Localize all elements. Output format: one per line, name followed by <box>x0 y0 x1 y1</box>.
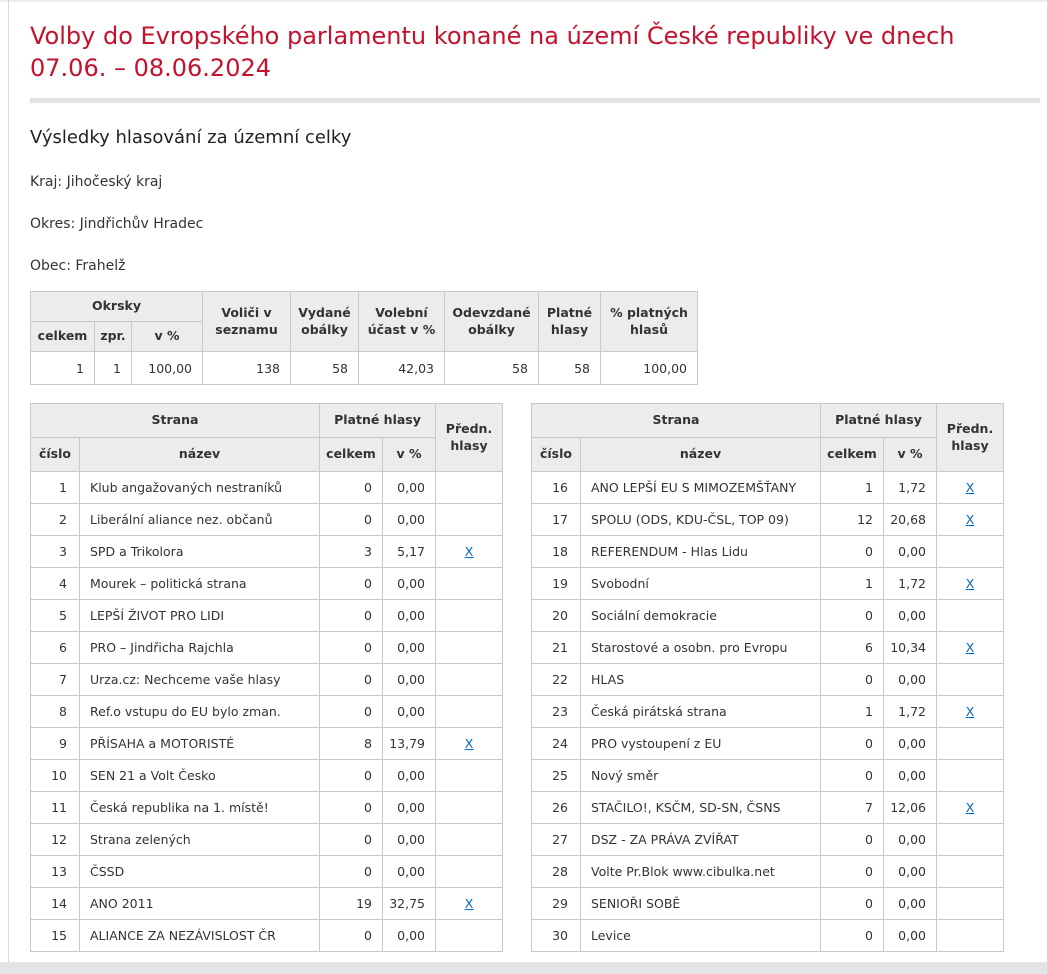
summary-header-odevzdane-obalky: Odevzdané obálky <box>445 292 539 352</box>
party-name-cell: PRO – Jindřicha Rajchla <box>80 632 320 664</box>
party-pct-cell: 0,00 <box>383 568 436 600</box>
party-pct-cell: 10,34 <box>884 632 937 664</box>
party-votes-cell: 0 <box>821 888 884 920</box>
party-row <box>31 824 503 856</box>
party-row <box>31 536 503 568</box>
party-pref-cell <box>436 728 503 760</box>
party-pref-cell <box>937 728 1004 760</box>
party-pct-cell: 0,00 <box>884 856 937 888</box>
region-kraj: Kraj: Jihočeský kraj <box>30 174 163 190</box>
party-number-cell: 4 <box>31 568 80 600</box>
party-name-cell: Ref.o vstupu do EU bylo zman. <box>80 696 320 728</box>
party-header-predn-hlasy: Předn. hlasy <box>436 404 503 472</box>
party-pct-cell: 1,72 <box>884 472 937 504</box>
party-votes-cell: 12 <box>821 504 884 536</box>
party-row <box>532 728 1004 760</box>
summary-okrsky-vpct: 100,00 <box>132 352 203 385</box>
party-name-cell: SENIOŘI SOBĚ <box>581 888 821 920</box>
party-name-cell: REFERENDUM - Hlas Lidu <box>581 536 821 568</box>
party-row <box>532 504 1004 536</box>
pref-votes-link[interactable]: X <box>965 480 975 495</box>
party-name-cell: HLAS <box>581 664 821 696</box>
party-row <box>532 920 1004 952</box>
party-name-cell: ALIANCE ZA NEZÁVISLOST ČR <box>80 920 320 952</box>
summary-odevzdane-obalky: 58 <box>445 352 539 385</box>
party-row <box>532 760 1004 792</box>
region-obec: Obec: Frahelž <box>30 258 126 274</box>
party-number-cell: 5 <box>31 600 80 632</box>
summary-table <box>30 291 698 385</box>
party-name-cell: SPD a Trikolora <box>80 536 320 568</box>
party-votes-cell: 0 <box>821 856 884 888</box>
party-votes-cell: 0 <box>821 536 884 568</box>
party-pref-cell <box>937 824 1004 856</box>
party-row <box>532 600 1004 632</box>
party-tables-container <box>30 403 1047 952</box>
party-row <box>31 920 503 952</box>
party-number-cell: 22 <box>532 664 581 696</box>
party-votes-cell: 7 <box>821 792 884 824</box>
party-row <box>31 632 503 664</box>
party-header-platne-hlasy: Platné hlasy <box>821 404 937 438</box>
page-title: Volby do Evropského parlamentu konané na území České republiky ve dnech 07.06. – 08.06.2024 <box>30 22 955 82</box>
party-pref-cell <box>436 792 503 824</box>
pref-votes-link[interactable]: X <box>965 512 975 527</box>
party-row <box>31 760 503 792</box>
party-pct-cell: 0,00 <box>383 920 436 952</box>
party-pref-cell <box>937 632 1004 664</box>
pref-votes-link[interactable]: X <box>965 800 975 815</box>
party-pct-cell: 0,00 <box>884 888 937 920</box>
party-pref-cell <box>937 760 1004 792</box>
party-votes-cell: 0 <box>320 504 383 536</box>
party-row <box>532 792 1004 824</box>
party-number-cell: 9 <box>31 728 80 760</box>
party-row <box>31 856 503 888</box>
party-header-predn-hlasy: Předn. hlasy <box>937 404 1004 472</box>
party-row <box>31 600 503 632</box>
party-name-cell: Klub angažovaných nestraníků <box>80 472 320 504</box>
party-number-cell: 19 <box>532 568 581 600</box>
party-row <box>532 856 1004 888</box>
party-votes-cell: 0 <box>821 600 884 632</box>
party-name-cell: SEN 21 a Volt Česko <box>80 760 320 792</box>
party-name-cell: Starostové a osobn. pro Evropu <box>581 632 821 664</box>
party-pct-cell: 0,00 <box>383 856 436 888</box>
party-pref-cell <box>937 600 1004 632</box>
party-row <box>31 728 503 760</box>
party-number-cell: 12 <box>31 824 80 856</box>
party-row <box>31 568 503 600</box>
party-header-strana: Strana <box>532 404 821 438</box>
party-pref-cell <box>436 760 503 792</box>
summary-header-volici: Voliči v seznamu <box>203 292 291 352</box>
party-name-cell: ANO LEPŠÍ EU S MIMOZEMŠŤANY <box>581 472 821 504</box>
party-name-cell: Strana zelených <box>80 824 320 856</box>
party-pct-cell: 0,00 <box>884 920 937 952</box>
party-pct-cell: 0,00 <box>884 536 937 568</box>
party-pct-cell: 32,75 <box>383 888 436 920</box>
party-pct-cell: 0,00 <box>884 664 937 696</box>
title-divider <box>30 98 1040 103</box>
party-name-cell: PŘÍSAHA a MOTORISTÉ <box>80 728 320 760</box>
party-pref-cell <box>937 472 1004 504</box>
party-number-cell: 30 <box>532 920 581 952</box>
party-pref-cell <box>937 568 1004 600</box>
party-header-platne-hlasy: Platné hlasy <box>320 404 436 438</box>
party-header-cislo: číslo <box>532 438 581 472</box>
party-number-cell: 23 <box>532 696 581 728</box>
summary-okrsky-celkem: 1 <box>31 352 95 385</box>
party-pct-cell: 0,00 <box>383 696 436 728</box>
party-pref-cell <box>937 888 1004 920</box>
party-row <box>532 568 1004 600</box>
party-votes-cell: 8 <box>320 728 383 760</box>
summary-header-okrsky: Okrsky <box>31 292 203 322</box>
party-number-cell: 10 <box>31 760 80 792</box>
party-pref-cell <box>436 664 503 696</box>
party-row <box>31 472 503 504</box>
summary-header-vydane-obalky: Vydané obálky <box>291 292 359 352</box>
party-pref-cell <box>937 664 1004 696</box>
party-pct-cell: 0,00 <box>383 824 436 856</box>
party-pref-cell <box>436 888 503 920</box>
pref-votes-link[interactable]: X <box>464 544 474 559</box>
page-left-border <box>8 0 9 974</box>
party-pref-cell <box>436 632 503 664</box>
party-name-cell: Liberální aliance nez. občanů <box>80 504 320 536</box>
party-number-cell: 29 <box>532 888 581 920</box>
party-pct-cell: 1,72 <box>884 568 937 600</box>
party-votes-cell: 19 <box>320 888 383 920</box>
party-pct-cell: 0,00 <box>884 824 937 856</box>
party-votes-cell: 3 <box>320 536 383 568</box>
party-pct-cell: 1,72 <box>884 696 937 728</box>
party-votes-cell: 0 <box>821 824 884 856</box>
party-number-cell: 16 <box>532 472 581 504</box>
party-table-left <box>30 403 503 952</box>
party-pct-cell: 0,00 <box>884 728 937 760</box>
party-number-cell: 26 <box>532 792 581 824</box>
party-votes-cell: 0 <box>320 792 383 824</box>
page-top-border <box>0 0 1047 2</box>
party-pref-cell <box>937 856 1004 888</box>
party-row <box>31 664 503 696</box>
party-number-cell: 20 <box>532 600 581 632</box>
party-row <box>532 888 1004 920</box>
party-number-cell: 17 <box>532 504 581 536</box>
party-header-celkem: celkem <box>320 438 383 472</box>
party-pref-cell <box>436 920 503 952</box>
party-number-cell: 3 <box>31 536 80 568</box>
summary-subheader-celkem: celkem <box>31 322 95 352</box>
party-name-cell: Urza.cz: Nechceme vaše hlasy <box>80 664 320 696</box>
party-row <box>31 792 503 824</box>
party-votes-cell: 0 <box>320 600 383 632</box>
summary-header-platne-hlasy: Platné hlasy <box>539 292 601 352</box>
party-number-cell: 21 <box>532 632 581 664</box>
party-header-vpct: v % <box>884 438 937 472</box>
party-pref-cell <box>436 568 503 600</box>
party-votes-cell: 0 <box>320 568 383 600</box>
party-votes-cell: 0 <box>320 472 383 504</box>
party-row <box>532 824 1004 856</box>
party-pref-cell <box>436 824 503 856</box>
party-votes-cell: 0 <box>320 920 383 952</box>
pref-votes-link[interactable]: X <box>965 704 975 719</box>
party-votes-cell: 0 <box>320 696 383 728</box>
party-pct-cell: 0,00 <box>383 472 436 504</box>
party-table-right <box>531 403 1004 952</box>
party-votes-cell: 6 <box>821 632 884 664</box>
party-pct-cell: 0,00 <box>383 600 436 632</box>
party-number-cell: 8 <box>31 696 80 728</box>
party-pct-cell: 0,00 <box>383 664 436 696</box>
party-votes-cell: 1 <box>821 696 884 728</box>
party-votes-cell: 0 <box>320 664 383 696</box>
party-number-cell: 1 <box>31 472 80 504</box>
party-name-cell: SPOLU (ODS, KDU-ČSL, TOP 09) <box>581 504 821 536</box>
party-pref-cell <box>436 504 503 536</box>
summary-subheader-zpr: zpr. <box>95 322 132 352</box>
party-row <box>31 696 503 728</box>
party-header-nazev: název <box>80 438 320 472</box>
party-votes-cell: 0 <box>320 632 383 664</box>
party-pct-cell: 0,00 <box>884 600 937 632</box>
party-pct-cell: 0,00 <box>383 760 436 792</box>
party-header-nazev: název <box>581 438 821 472</box>
party-number-cell: 27 <box>532 824 581 856</box>
party-name-cell: Sociální demokracie <box>581 600 821 632</box>
summary-ucast: 42,03 <box>359 352 445 385</box>
party-pref-cell <box>436 600 503 632</box>
party-row <box>532 632 1004 664</box>
party-row <box>31 888 503 920</box>
party-name-cell: ANO 2011 <box>80 888 320 920</box>
party-votes-cell: 0 <box>320 760 383 792</box>
party-row <box>532 696 1004 728</box>
party-pct-cell: 5,17 <box>383 536 436 568</box>
party-number-cell: 25 <box>532 760 581 792</box>
party-row <box>31 504 503 536</box>
party-number-cell: 7 <box>31 664 80 696</box>
pref-votes-link[interactable]: X <box>965 640 975 655</box>
party-name-cell: PRO vystoupení z EU <box>581 728 821 760</box>
summary-header-pct-platnych: % platných hlasů <box>601 292 698 352</box>
summary-subheader-vpct: v % <box>132 322 203 352</box>
summary-data-row <box>31 352 698 385</box>
summary-okrsky-zpr: 1 <box>95 352 132 385</box>
party-number-cell: 13 <box>31 856 80 888</box>
summary-platne-hlasy: 58 <box>539 352 601 385</box>
party-name-cell: ČSSD <box>80 856 320 888</box>
party-pref-cell <box>436 856 503 888</box>
party-number-cell: 24 <box>532 728 581 760</box>
party-row <box>532 536 1004 568</box>
party-name-cell: Nový směr <box>581 760 821 792</box>
party-pref-cell <box>937 792 1004 824</box>
party-name-cell: Svobodní <box>581 568 821 600</box>
party-votes-cell: 1 <box>821 472 884 504</box>
party-pref-cell <box>937 920 1004 952</box>
party-votes-cell: 0 <box>821 920 884 952</box>
party-header-strana: Strana <box>31 404 320 438</box>
party-name-cell: LEPŠÍ ŽIVOT PRO LIDI <box>80 600 320 632</box>
party-number-cell: 14 <box>31 888 80 920</box>
party-header-celkem: celkem <box>821 438 884 472</box>
party-pct-cell: 20,68 <box>884 504 937 536</box>
summary-pct-platnych: 100,00 <box>601 352 698 385</box>
party-pref-cell <box>436 472 503 504</box>
pref-votes-link[interactable]: X <box>464 736 474 751</box>
party-votes-cell: 1 <box>821 568 884 600</box>
region-okres: Okres: Jindřichův Hradec <box>30 216 204 232</box>
bottom-bar <box>0 962 1047 974</box>
summary-vydane-obalky: 58 <box>291 352 359 385</box>
party-pref-cell <box>937 504 1004 536</box>
party-pct-cell: 0,00 <box>383 632 436 664</box>
party-name-cell: Česká republika na 1. místě! <box>80 792 320 824</box>
party-pct-cell: 12,06 <box>884 792 937 824</box>
party-header-vpct: v % <box>383 438 436 472</box>
party-pct-cell: 13,79 <box>383 728 436 760</box>
pref-votes-link[interactable]: X <box>965 576 975 591</box>
party-votes-cell: 0 <box>821 664 884 696</box>
party-pct-cell: 0,00 <box>884 760 937 792</box>
party-number-cell: 18 <box>532 536 581 568</box>
section-title: Výsledky hlasování za územní celky <box>30 127 352 148</box>
party-pct-cell: 0,00 <box>383 504 436 536</box>
party-name-cell: Volte Pr.Blok www.cibulka.net <box>581 856 821 888</box>
party-row <box>532 472 1004 504</box>
party-name-cell: Česká pirátská strana <box>581 696 821 728</box>
party-row <box>532 664 1004 696</box>
party-number-cell: 6 <box>31 632 80 664</box>
party-name-cell: STAČILO!, KSČM, SD-SN, ČSNS <box>581 792 821 824</box>
party-number-cell: 15 <box>31 920 80 952</box>
pref-votes-link[interactable]: X <box>464 896 474 911</box>
summary-header-ucast: Volební účast v % <box>359 292 445 352</box>
party-pref-cell <box>436 536 503 568</box>
party-name-cell: Levice <box>581 920 821 952</box>
party-name-cell: Mourek – politická strana <box>80 568 320 600</box>
party-votes-cell: 0 <box>821 728 884 760</box>
party-pct-cell: 0,00 <box>383 792 436 824</box>
summary-volici: 138 <box>203 352 291 385</box>
party-pref-cell <box>436 696 503 728</box>
party-votes-cell: 0 <box>821 760 884 792</box>
party-number-cell: 11 <box>31 792 80 824</box>
party-number-cell: 28 <box>532 856 581 888</box>
party-number-cell: 2 <box>31 504 80 536</box>
party-pref-cell <box>937 536 1004 568</box>
party-name-cell: DSZ - ZA PRÁVA ZVÍŘAT <box>581 824 821 856</box>
party-pref-cell <box>937 696 1004 728</box>
party-votes-cell: 0 <box>320 824 383 856</box>
party-votes-cell: 0 <box>320 856 383 888</box>
party-header-cislo: číslo <box>31 438 80 472</box>
